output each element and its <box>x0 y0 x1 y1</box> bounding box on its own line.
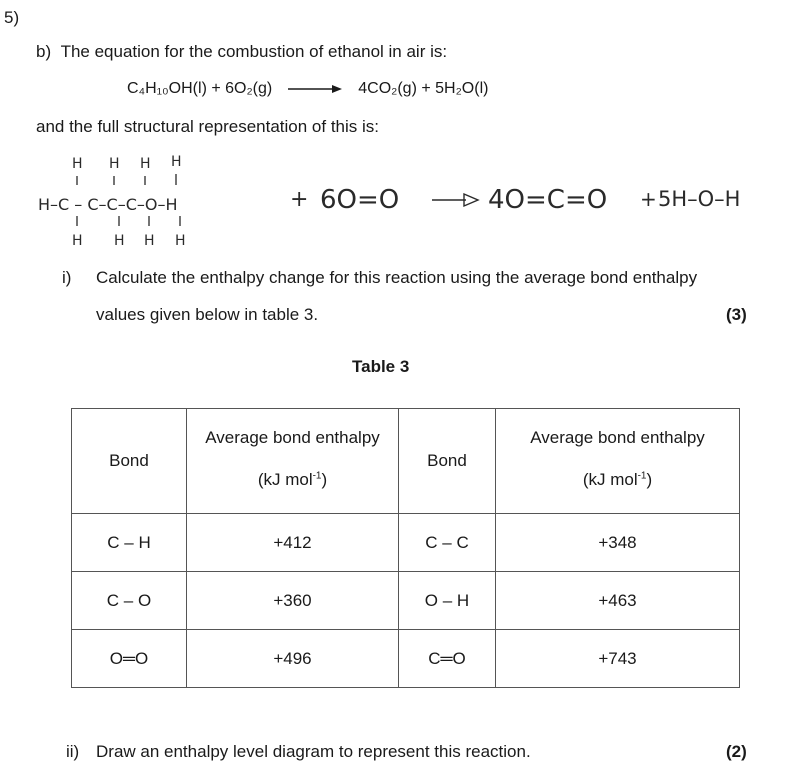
table-caption: Table 3 <box>352 357 410 376</box>
bottom-h-1: H <box>72 233 83 249</box>
header-enthalpy-1 <box>187 409 399 514</box>
part-i-label: i) <box>62 268 72 287</box>
enthalpy-cell: +412 <box>187 514 399 572</box>
top-h-2: H <box>109 156 120 172</box>
handwritten-oxygen: 6O=O <box>320 185 400 215</box>
handwritten-co2: 4O=C=O <box>488 185 608 215</box>
bond-cell: O – H <box>399 572 496 630</box>
handwritten-arrow-icon <box>432 194 478 206</box>
enthalpy-cell: +496 <box>187 630 399 688</box>
enthalpy-cell: +463 <box>496 572 740 630</box>
top-h-1: H <box>72 156 83 172</box>
table-header-row <box>72 409 740 514</box>
bottom-h-4: H <box>175 233 186 249</box>
part-b-heading <box>36 42 447 62</box>
handwritten-structural-equation <box>34 148 794 253</box>
part-b-text: The equation for the combustion of ethanol in air is: <box>60 42 448 61</box>
equation-products: 4CO₂(g) + 5H₂O(l) <box>358 80 489 97</box>
bond-cell: C – H <box>72 514 187 572</box>
bottom-h-3: H <box>144 233 155 249</box>
part-ii-label: ii) <box>66 742 80 761</box>
header-unit-1: (kJ mol$^{-1}$) <box>257 470 328 489</box>
bond-enthalpy-table <box>71 408 740 688</box>
handwritten-plus-2: + <box>640 187 657 211</box>
top-h-3: H <box>140 156 151 172</box>
header-enthalpy-label-1: Average bond enthalpy <box>205 428 380 447</box>
table-row <box>72 514 740 572</box>
table-row <box>72 572 740 630</box>
reaction-arrow-icon <box>288 84 342 94</box>
bottom-h-2: H <box>114 233 125 249</box>
handwritten-water: 5H–O–H <box>658 187 741 211</box>
part-i-text-line2: values given below in table 3. <box>96 305 319 324</box>
combustion-equation <box>127 80 488 98</box>
bond-cell: C – C <box>399 514 496 572</box>
question-number: 5) <box>4 8 20 27</box>
part-ii-text: Draw an enthalpy level diagram to represent this reaction. <box>96 742 531 761</box>
header-bond-2: Bond <box>399 409 496 514</box>
handwritten-plus-1: + <box>290 187 309 212</box>
part-ii-marks: (2) <box>726 742 747 761</box>
handwritten-reaction <box>290 176 794 220</box>
carbon-chain: H–C – C–C–C–O–H <box>38 195 178 214</box>
table-row <box>72 630 740 688</box>
header-enthalpy-2 <box>496 409 740 514</box>
part-i-marks: (3) <box>726 305 747 324</box>
enthalpy-cell: +743 <box>496 630 740 688</box>
bond-cell: C – O <box>72 572 187 630</box>
bond-cell: C═O <box>399 630 496 688</box>
header-unit-2: (kJ mol$^{-1}$) <box>582 470 653 489</box>
enthalpy-cell: +360 <box>187 572 399 630</box>
equation-reactants: C₄H₁₀OH(l) + 6O₂(g) <box>127 80 273 97</box>
enthalpy-cell: +348 <box>496 514 740 572</box>
header-bond-1: Bond <box>72 409 187 514</box>
header-enthalpy-label-2: Average bond enthalpy <box>530 428 705 447</box>
bond-cell: O═O <box>72 630 187 688</box>
top-h-4: H <box>171 154 182 170</box>
ethanol-structure-drawing <box>34 148 294 253</box>
part-i-text-line1: Calculate the enthalpy change for this reaction using the average bond enthalpy <box>96 268 698 287</box>
part-b-label: b) <box>36 42 52 61</box>
structural-intro-text: and the full structural representation of this is: <box>36 117 380 136</box>
